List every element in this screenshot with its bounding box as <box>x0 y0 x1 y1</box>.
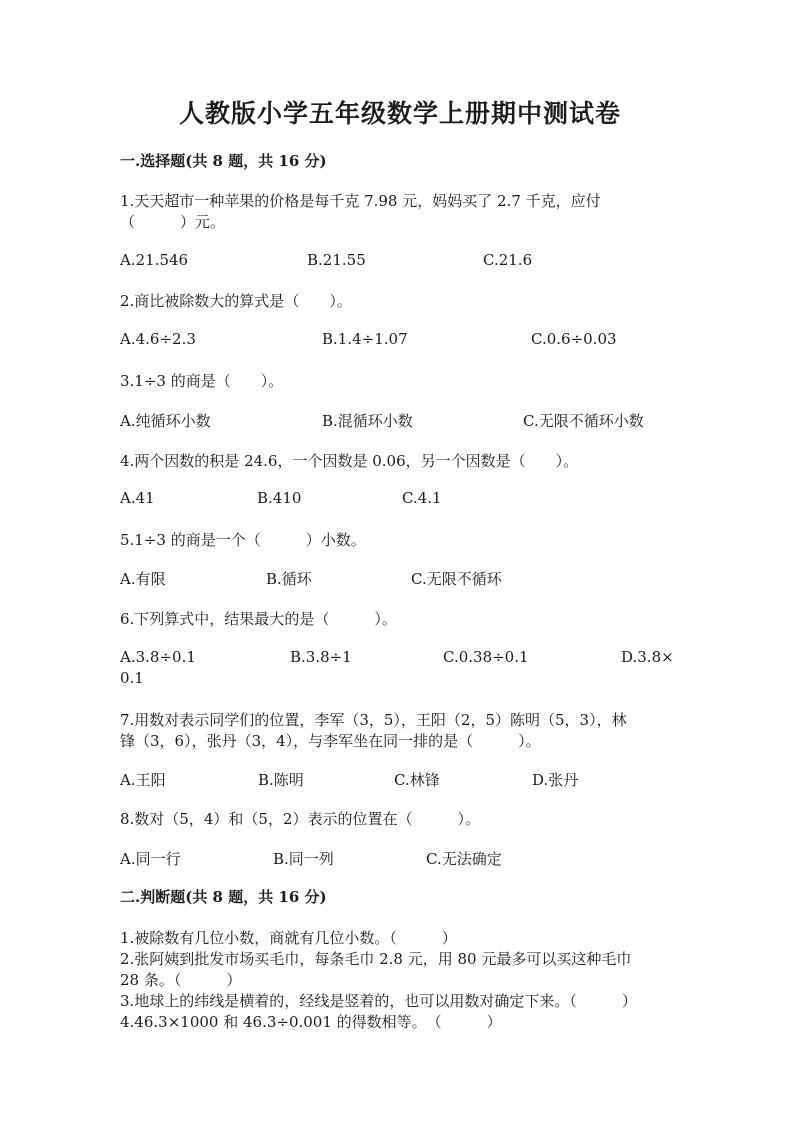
question-3-text: 3.1÷3 的商是（ ）。 <box>120 372 284 390</box>
question-7-text: 7.用数对表示同学们的位置，李军（3，5），王阳（2，5）陈明（5，3），林 <box>120 711 627 729</box>
question-4-option-a: A.41 <box>120 489 155 507</box>
question-6-option-d: D.3.8× <box>621 648 674 666</box>
question-8-option-b: B.同一列 <box>273 850 334 868</box>
question-2-text: 2.商比被除数大的算式是（ ）。 <box>120 292 352 310</box>
question-6-text: 6.下列算式中，结果最大的是（ ）。 <box>120 610 397 628</box>
question-2-option-a: A.4.6÷2.3 <box>120 330 196 348</box>
judgement-item-2-cont: 28 条。（ ） <box>120 971 242 989</box>
judgement-item-4: 4.46.3×1000 和 46.3÷0.001 的得数相等。 （ ） <box>120 1013 502 1031</box>
question-6-option-a: A.3.8÷0.1 <box>120 648 196 666</box>
question-4-option-b: B.410 <box>257 489 302 507</box>
question-6-option-c: C.0.38÷0.1 <box>443 648 529 666</box>
question-3-option-b: B.混循环小数 <box>322 412 413 430</box>
question-8-option-c: C.无法确定 <box>426 850 502 868</box>
section-heading-choice: 一.选择题(共 8 题，共 16 分) <box>120 152 327 170</box>
question-7-option-a: A.王阳 <box>120 771 166 789</box>
question-4-option-c: C.4.1 <box>402 489 442 507</box>
question-8-text: 8.数对（5，4）和（5，2）表示的位置在（ ）。 <box>120 810 480 828</box>
question-2-option-c: C.0.6÷0.03 <box>531 330 617 348</box>
question-1-option-a: A.21.546 <box>120 251 189 269</box>
question-1-option-b: B.21.55 <box>307 251 366 269</box>
question-7-option-d: D.张丹 <box>532 771 579 789</box>
section-heading-judgement: 二.判断题(共 8 题，共 16 分) <box>120 888 327 906</box>
judgement-item-2: 2.张阿姨到批发市场买毛巾，每条毛巾 2.8 元，用 80 元最多可以买这种毛巾 <box>120 950 632 968</box>
question-7-option-c: C.林锋 <box>394 771 440 789</box>
question-8-option-a: A.同一行 <box>120 850 181 868</box>
question-1-option-c: C.21.6 <box>483 251 533 269</box>
question-1-text-cont: （ ）元。 <box>120 213 226 231</box>
question-7-option-b: B.陈明 <box>258 771 304 789</box>
question-3-option-c: C.无限不循环小数 <box>523 412 644 430</box>
question-5-option-c: C.无限不循环 <box>411 570 502 588</box>
question-6-option-b: B.3.8÷1 <box>290 648 352 666</box>
question-3-option-a: A.纯循环小数 <box>120 412 211 430</box>
question-7-text-cont: 锋（3，6），张丹（3，4），与李军坐在同一排的是（ ）。 <box>120 732 541 750</box>
judgement-item-3: 3.地球上的纬线是横着的，经线是竖着的，也可以用数对确定下来。（ ） <box>120 992 637 1010</box>
question-6-option-d-wrap: 0.1 <box>120 669 144 687</box>
question-5-option-a: A.有限 <box>120 570 166 588</box>
question-1-text: 1.天天超市一种苹果的价格是每千克 7.98 元，妈妈买了 2.7 千克，应付 <box>120 192 601 210</box>
question-5-option-b: B.循环 <box>266 570 312 588</box>
page-title: 人教版小学五年级数学上册期中测试卷 <box>178 99 621 128</box>
question-5-text: 5.1÷3 的商是一个（ ）小数。 <box>120 531 366 549</box>
question-2-option-b: B.1.4÷1.07 <box>322 330 408 348</box>
judgement-item-1: 1.被除数有几位小数，商就有几位小数。（ ） <box>120 929 457 947</box>
question-4-text: 4.两个因数的积是 24.6，一个因数是 0.06，另一个因数是（ ）。 <box>120 452 579 470</box>
